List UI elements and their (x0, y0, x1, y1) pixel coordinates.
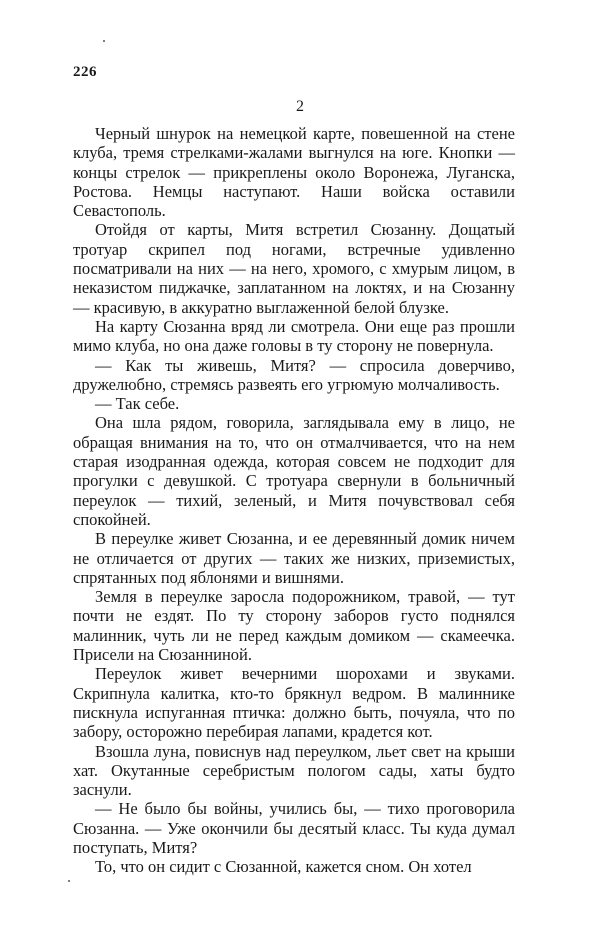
scan-speck (103, 40, 105, 42)
chapter-number: 2 (296, 98, 304, 115)
paragraph: То, что он сидит с Сюзанной, кажется сном. Он хотел (95, 857, 472, 877)
paragraph: В переулке живет Сюзанна, и ее деревянный домик ничем не отличается от других — таких же низких, приземистых, спрятанных под яблонями и вишнями. (73, 529, 515, 587)
paragraph: Земля в переулке заросла подорожником, травой, — тут почти не ездят. По ту сторону заборов густо поднялся малинник, чуть ли не перед каждым домиком — скамеечка. Присели на Сюзанниной. (73, 587, 515, 665)
paragraph: Черный шнурок на немецкой карте, повешенной на стене клуба, тремя стрелками-жалами выгнулся на юге. Кнопки — концы стрелок — прикреплены около Воронежа, Луганска, Ростова. Немцы наступают. Наши войска оставили Севастополь. (73, 124, 515, 221)
paragraph: Переулок живет вечерними шорохами и звуками. Скрипнула калитка, кто-то брякнул ведром. В малиннике пискнула испуганная птичка: должно быть, почуяла, что по забору, осторожно перебирая лапами, крадется кот. (73, 664, 515, 742)
paragraph: На карту Сюзанна вряд ли смотрела. Они еще раз прошли мимо клуба, но она даже головы в ту сторону не повернула. (73, 316, 515, 356)
paragraph: — Не было бы войны, учились бы, — тихо проговорила Сюзанна. — Уже окончили бы десятый класс. Ты куда думал поступать, Митя? (73, 799, 515, 857)
paragraph: Отойдя от карты, Митя встретил Сюзанну. Дощатый тротуар скрипел под ногами, встречные удивленно посматривали на них — на него, хромого, с хмурым лицом, в неказистом пиджачке, заплатанном на локтях, и на Сюзанну — красивую, в аккуратно выглаженной белой блузке. (73, 220, 515, 317)
scan-speck (68, 880, 70, 882)
paragraph: — Так себе. (95, 394, 180, 414)
paragraph: Взошла луна, повиснув над переулком, льет свет на крыши хат. Окутанные серебристым пологом сады, хаты будто заснули. (73, 741, 515, 800)
paragraph: — Как ты живешь, Митя? — спросила доверчиво, дружелюбно, стремясь развеять его угрюмую молчаливость. (73, 355, 515, 394)
paragraph: Она шла рядом, говорила, заглядывала ему в лицо, не обращая внимания на то, что он отмалчивается, что на нем старая изодранная одежда, которая совсем не подходит для прогулки с девушкой. С тротуара свернули в больничный переулок — тихий, зеленый, и Митя почувствовал себя спокойней. (73, 413, 515, 529)
body-text (73, 124, 515, 877)
page-number: 226 (73, 64, 97, 80)
